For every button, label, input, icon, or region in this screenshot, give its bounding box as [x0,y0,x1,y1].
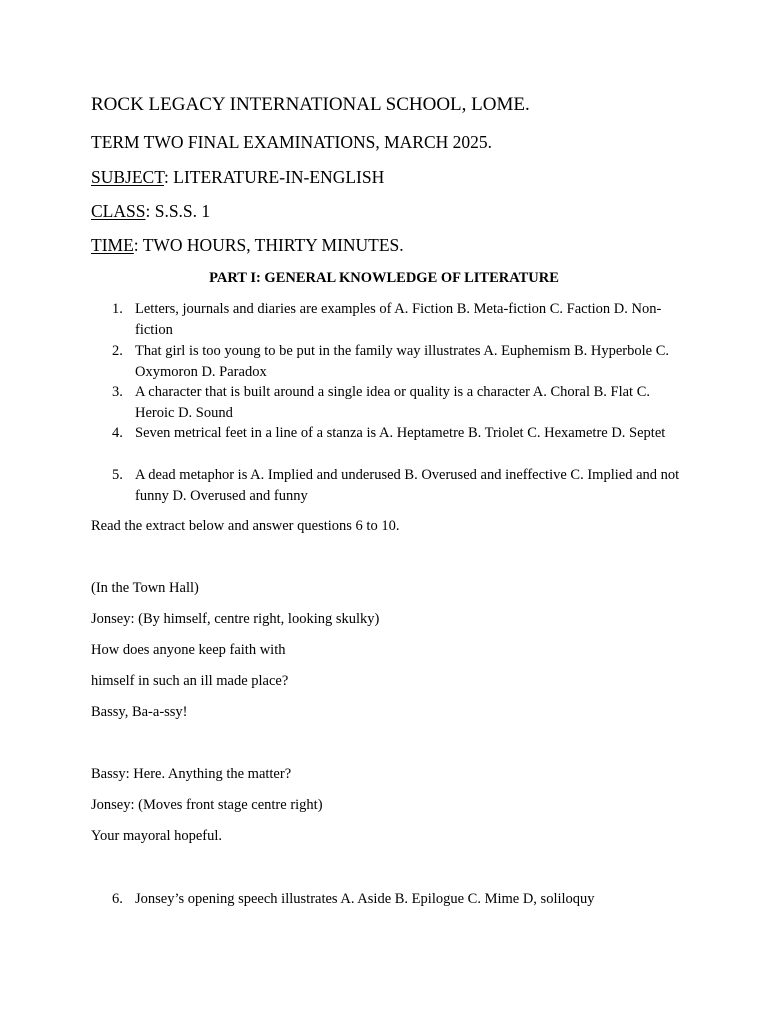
class-label: CLASS [91,201,146,221]
extract-line: Bassy: Here. Anything the matter? [91,766,292,782]
part-title: PART I: GENERAL KNOWLEDGE OF LITERATURE [209,270,559,286]
class-line [91,200,210,222]
question-item [112,299,692,340]
subject-line [91,166,384,188]
extract-line: How does anyone keep faith with [91,642,286,658]
extract-instruction: Read the extract below and answer questions 6 to 10. [91,518,400,534]
extract-line: (In the Town Hall) [91,580,199,596]
extract-line: Jonsey: (Moves front stage centre right) [91,797,323,813]
question-text: Seven metrical feet in a line of a stanza is A. Heptametre B. Triolet C. Hexametre D. Septet [135,425,666,441]
question-text: Jonsey’s opening speech illustrates A. Aside B. Epilogue C. Mime D, soliloquy [135,891,595,907]
extract-line: Your mayoral hopeful. [91,828,223,844]
question-item [112,465,692,506]
question-number: 3. [112,384,123,400]
question-number: 6. [112,891,123,907]
question-text: A dead metaphor is A. Implied and underused B. Overused and ineffective C. Implied and not funny D. Overused and funny [135,467,680,504]
question-item [112,423,692,444]
exam-term: TERM TWO FINAL EXAMINATIONS, MARCH 2025. [91,132,493,152]
extract-line: Jonsey: (By himself, centre right, looking skulky) [91,611,380,627]
question-item [112,341,692,382]
class-value: : S.S.S. 1 [145,201,211,221]
extract-line: himself in such an ill made place? [91,673,289,689]
subject-value: : LITERATURE-IN-ENGLISH [164,167,385,187]
time-label: TIME [91,235,134,255]
question-item [112,889,692,910]
time-line [91,234,404,256]
question-item [112,382,692,423]
question-text: Letters, journals and diaries are examples of A. Fiction B. Meta-fiction C. Faction D. Non-fiction [135,301,662,338]
question-number: 4. [112,425,123,441]
question-text: A character that is built around a single idea or quality is a character A. Choral B. Flat C. Heroic D. Sound [135,384,651,421]
school-name: ROCK LEGACY INTERNATIONAL SCHOOL, LOME. [91,94,530,115]
extract-line: Bassy, Ba-a-ssy! [91,704,188,720]
question-number: 5. [112,467,123,483]
time-value: : TWO HOURS, THIRTY MINUTES. [133,235,404,255]
question-text: That girl is too young to be put in the family way illustrates A. Euphemism B. Hyperbole C. Oxymoron D. Paradox [135,343,670,380]
subject-label: SUBJECT [91,167,165,187]
question-number: 1. [112,301,123,317]
question-number: 2. [112,343,123,359]
